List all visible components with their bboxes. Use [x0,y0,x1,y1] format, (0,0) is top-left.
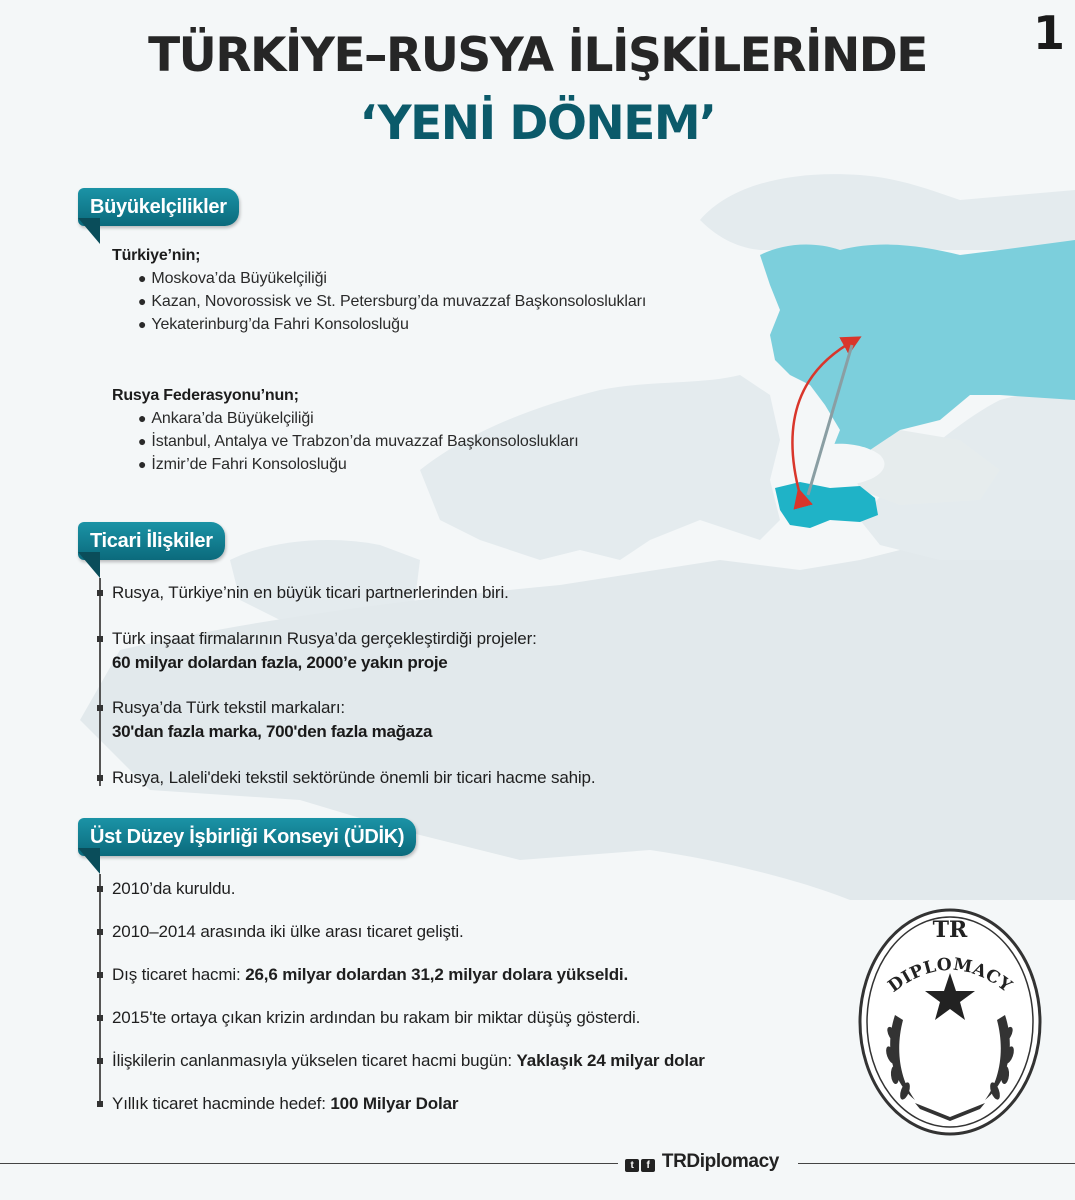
square-bullet-icon [97,929,103,935]
square-bullet-icon [97,1058,103,1064]
list-item: ● Moskova’da Büyükelçiliği [138,270,327,287]
map-black-sea [794,444,884,485]
trade-item-2-detail: 60 milyar dolardan fazla, 2000’e yakın proje [112,653,448,672]
trade-item-3: Rusya’da Türk tekstil markaları: [112,698,345,717]
trade-item-3-detail: 30'dan fazla marka, 700'den fazla mağaza [112,722,433,741]
section-tag-embassies: Büyükelçilikler [78,188,239,226]
section-tag-udik: Üst Düzey İşbirliği Konseyi (ÜDİK) [78,818,416,856]
map-land-europe [420,375,780,560]
udik-item-6: Yıllık ticaret hacminde hedef: 100 Milyar Dolar [112,1094,459,1113]
bullet-dot-icon: ● [138,433,147,449]
footer-divider-left [0,1163,618,1164]
square-bullet-icon [97,590,103,596]
square-bullet-icon [97,1015,103,1021]
bullet-dot-icon: ● [138,456,147,472]
square-bullet-icon [97,1101,103,1107]
seal-arc-text: DIPLOMACY [884,954,1016,997]
footer-handle: TRDiplomacy [661,1151,779,1172]
list-rail [99,874,101,1106]
square-bullet-icon [97,775,103,781]
trade-item-2: Türk inşaat firmalarının Rusya’da gerçekleştirdiği projeler: [112,629,537,648]
list-item: ● Kazan, Novorossisk ve St. Petersburg’da muvazzaf Başkonsoloslukları [138,293,647,310]
udik-item-2: 2010–2014 arasında iki ülke arası ticaret gelişti. [112,922,464,941]
list-item: ● Ankara’da Büyükelçiliği [138,410,314,427]
embassies-russia-heading: Rusya Federasyonu’nun; [112,387,299,404]
list-rail [99,578,101,786]
udik-item-3: Dış ticaret hacmi: 26,6 milyar dolardan 31,2 milyar dolara yükseldi. [112,965,629,984]
embassies-turkey-heading: Türkiye’nin; [112,247,201,264]
page-title-line-1: TÜRKİYE–RUSYA İLİŞKİLERİNDE [148,28,927,83]
bullet-dot-icon: ● [138,270,147,286]
udik-item-5: İlişkilerin canlanmasıyla yükselen ticaret hacmi bugün: Yaklaşık 24 milyar dolar [112,1051,705,1070]
seal-top-text: TR [932,917,968,943]
square-bullet-icon [97,886,103,892]
map-land-scandinavia [700,174,1075,250]
bullet-dot-icon: ● [138,410,147,426]
section-tag-trade: Ticari İlişkiler [78,522,225,560]
trade-item-4: Rusya, Laleli'deki tekstil sektöründe önemli bir ticari hacme sahip. [112,768,596,787]
footer-divider-right [798,1163,1075,1164]
list-item: ● Yekaterinburg’da Fahri Konsolosluğu [138,316,409,333]
page-number: 1 [1032,6,1065,60]
page-title-line-2: ‘YENİ DÖNEM’ [359,96,716,151]
square-bullet-icon [97,972,103,978]
tr-diplomacy-seal-logo [855,905,1045,1140]
bullet-dot-icon: ● [138,293,147,309]
list-item: ● İzmir’de Fahri Konsolosluğu [138,456,347,473]
bullet-dot-icon: ● [138,316,147,332]
udik-item-4: 2015'te ortaya çıkan krizin ardından bu rakam bir miktar düşüş gösterdi. [112,1008,641,1027]
square-bullet-icon [97,636,103,642]
list-item: ● İstanbul, Antalya ve Trabzon’da muvazzaf Başkonsoloslukları [138,433,579,450]
footer-social [625,1151,779,1173]
udik-item-1: 2010’da kuruldu. [112,879,236,898]
facebook-icon: f [641,1159,655,1172]
square-bullet-icon [97,705,103,711]
twitter-icon: t [625,1159,639,1172]
trade-item-1: Rusya, Türkiye’nin en büyük ticari partnerlerinden biri. [112,583,509,602]
